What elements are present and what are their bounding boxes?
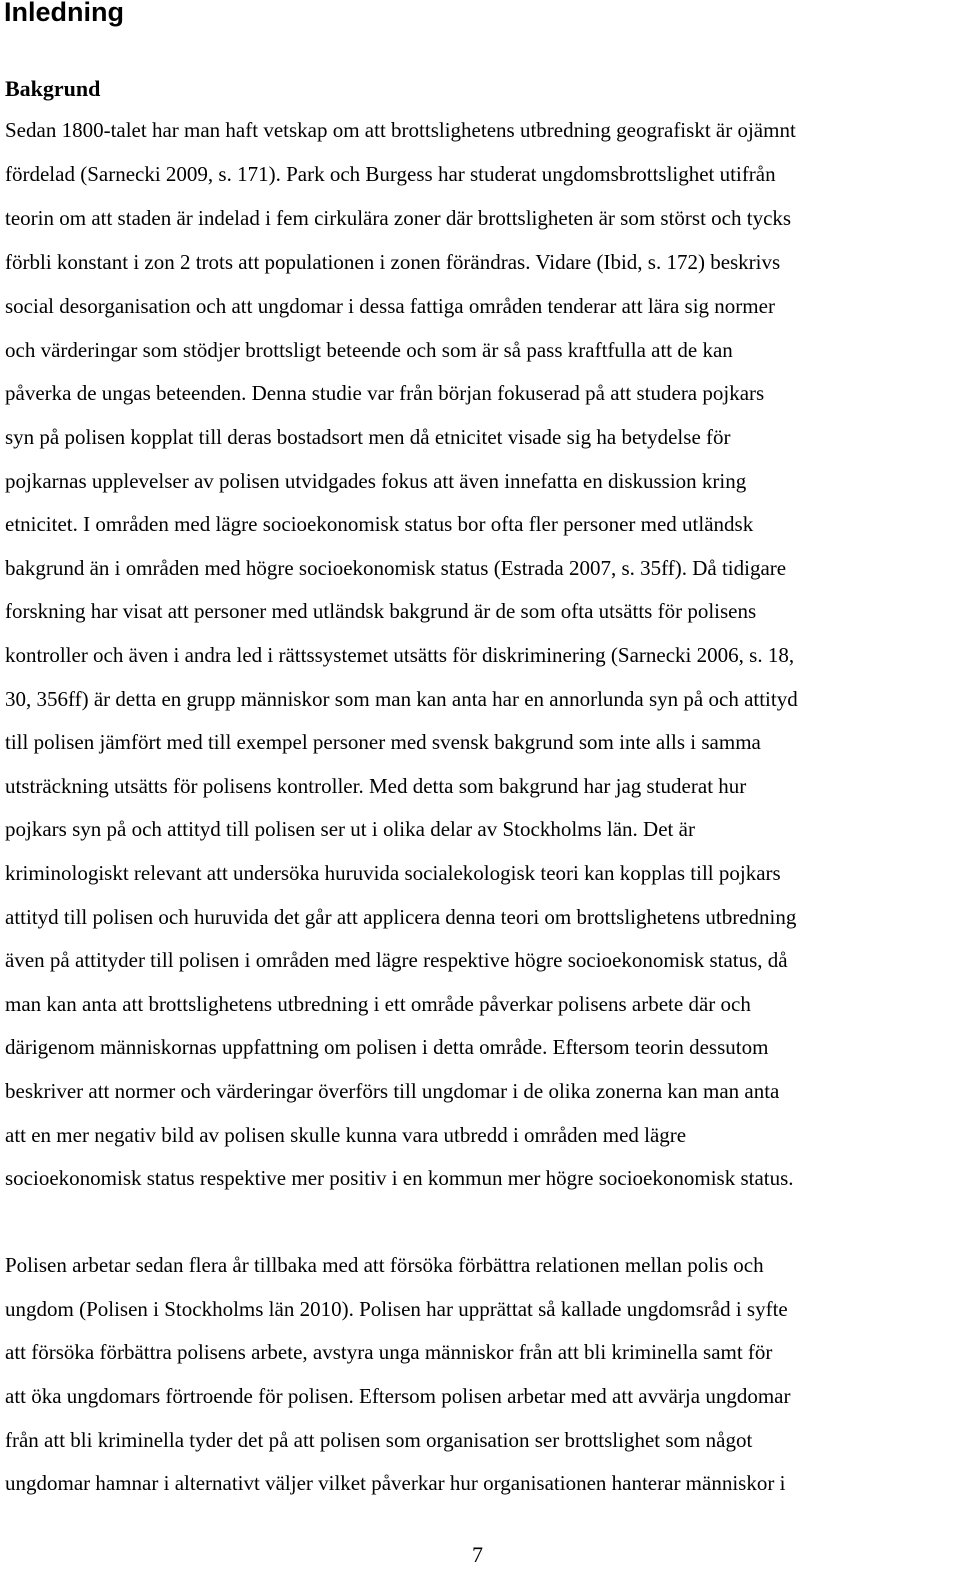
- text-line: man kan anta att brottslighetens utbredning i ett område påverkar polisens arbete där och: [5, 992, 751, 1016]
- text-line: socioekonomisk status respektive mer positiv i en kommun mer högre socioekonomisk status.: [5, 1166, 794, 1190]
- text-line: ungdomar hamnar i alternativt väljer vilket påverkar hur organisationen hanterar människor i: [5, 1471, 786, 1495]
- section-title: Bakgrund: [5, 76, 101, 101]
- text-line: kriminologiskt relevant att undersöka huruvida socialekologisk teori kan kopplas till pojkars: [5, 861, 781, 885]
- text-line: Polisen arbetar sedan flera år tillbaka med att försöka förbättra relationen mellan polis och: [5, 1253, 764, 1277]
- text-line: Sedan 1800-talet har man haft vetskap om att brottslighetens utbredning geografiskt är ojämnt: [5, 118, 796, 142]
- text-line: social desorganisation och att ungdomar i dessa fattiga områden tenderar att lära sig normer: [5, 294, 775, 318]
- text-line: förbli konstant i zon 2 trots att populationen i zonen förändras. Vidare (Ibid, s. 172) beskrivs: [5, 250, 781, 274]
- text-line: bakgrund än i områden med högre socioekonomisk status (Estrada 2007, s. 35ff). Då tidigare: [5, 556, 787, 580]
- text-line: påverka de ungas beteenden. Denna studie var från början fokuserad på att studera pojkars: [5, 381, 765, 405]
- chapter-title: Inledning: [4, 0, 124, 27]
- text-line: attityd till polisen och huruvida det går att applicera denna teori om brottslighetens utbredning: [5, 905, 797, 929]
- text-line: till polisen jämfört med till exempel personer med svensk bakgrund som inte alls i samma: [5, 730, 761, 754]
- text-line: kontroller och även i andra led i rättssystemet utsätts för diskriminering (Sarnecki 2006, s. 18,: [5, 643, 795, 667]
- text-line: att försöka förbättra polisens arbete, avstyra unga människor från att bli kriminella samt för: [5, 1340, 773, 1364]
- page-number: 7: [472, 1542, 483, 1567]
- text-line: från att bli kriminella tyder det på att polisen som organisation ser brottslighet som något: [5, 1428, 753, 1452]
- text-line: fördelad (Sarnecki 2009, s. 171). Park och Burgess har studerat ungdomsbrottslighet utifrån: [5, 162, 776, 186]
- text-line: syn på polisen kopplat till deras bostadsort men då etnicitet visade sig ha betydelse för: [5, 425, 731, 449]
- text-line: pojkarnas upplevelser av polisen utvidgades fokus att även innefatta en diskussion kring: [5, 469, 747, 493]
- text-line: pojkars syn på och attityd till polisen ser ut i olika delar av Stockholms län. Det är: [5, 817, 695, 841]
- text-line: därigenom människornas uppfattning om polisen i detta område. Eftersom teorin dessutom: [5, 1035, 769, 1059]
- text-line: forskning har visat att personer med utländsk bakgrund är de som ofta utsätts för polisens: [5, 599, 757, 623]
- text-line: att öka ungdomars förtroende för polisen. Eftersom polisen arbetar med att avvärja ungdomar: [5, 1384, 791, 1408]
- text-line: utsträckning utsätts för polisens kontroller. Med detta som bakgrund har jag studerat hur: [5, 774, 747, 798]
- text-line: och värderingar som stödjer brottsligt beteende och som är så pass kraftfulla att de kan: [5, 338, 733, 362]
- text-line: teorin om att staden är indelad i fem cirkulära zoner där brottsligheten är som störst och tycks: [5, 206, 792, 230]
- text-line: beskriver att normer och värderingar överförs till ungdomar i de olika zonerna kan man anta: [5, 1079, 780, 1103]
- text-line: även på attityder till polisen i områden med lägre respektive högre socioekonomisk status, då: [5, 948, 788, 972]
- text-line: 30, 356ff) är detta en grupp människor som man kan anta har en annorlunda syn på och attityd: [5, 687, 798, 711]
- text-line: etnicitet. I områden med lägre socioekonomisk status bor ofta fler personer med utländsk: [5, 512, 754, 536]
- text-line: ungdom (Polisen i Stockholms län 2010). Polisen har upprättat så kallade ungdomsråd i syfte: [5, 1297, 788, 1321]
- text-line: att en mer negativ bild av polisen skulle kunna vara utbredd i områden med lägre: [5, 1123, 687, 1147]
